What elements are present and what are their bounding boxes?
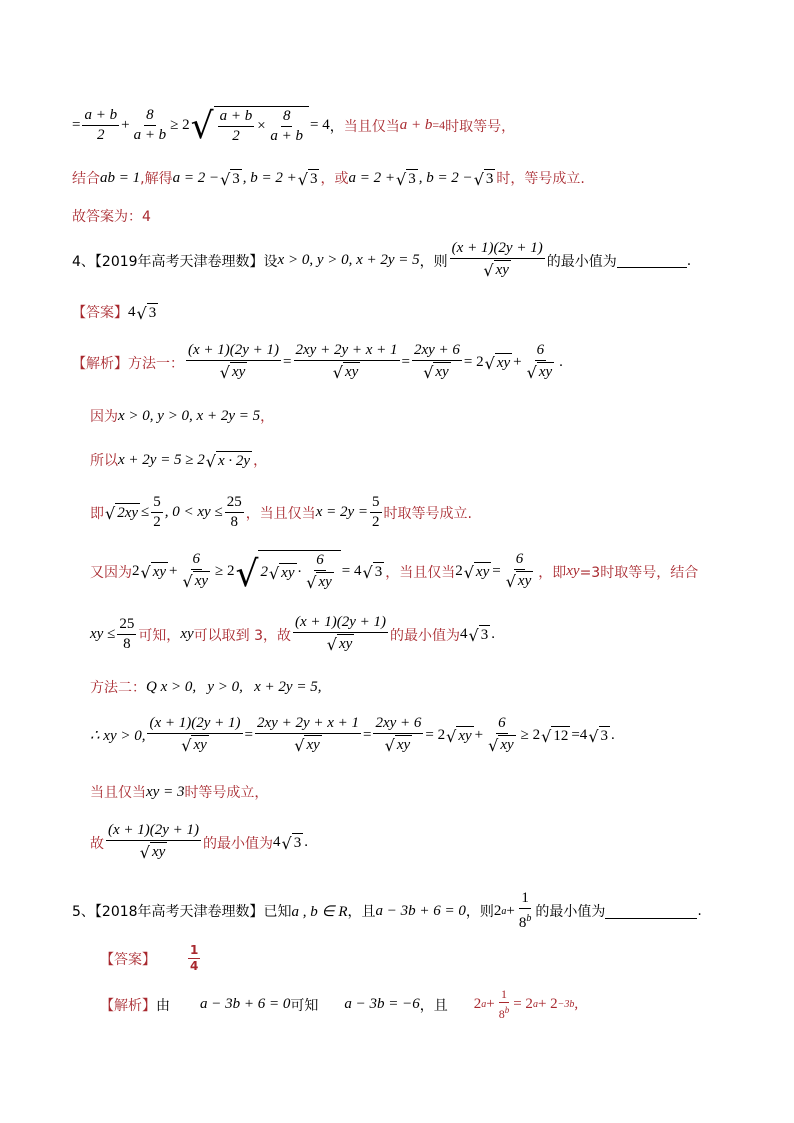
square-root [446, 726, 474, 745]
numerator: 8 [281, 108, 293, 127]
radical-sign: √ [332, 363, 343, 382]
solution-step-4 [90, 494, 472, 531]
math-text: + [474, 727, 484, 743]
text: 方法二： [90, 680, 146, 696]
numerator: a + b [82, 107, 119, 126]
math-text: x + 2y = 5 ≥ 2 [118, 451, 205, 468]
numerator: 6 [314, 552, 326, 571]
text: ，或 [320, 171, 349, 187]
radicand: 3 [485, 170, 494, 187]
math-text: = 2 [463, 354, 484, 370]
radical-sign: √ [468, 626, 479, 645]
math-text: = 2 [513, 996, 533, 1012]
denominator: 2 [232, 128, 240, 144]
radicand: xy [500, 737, 514, 753]
numerator: 6 [191, 551, 203, 570]
text: 故 [90, 835, 104, 852]
denominator: 2 [97, 127, 105, 143]
numerator: 5 [370, 494, 382, 513]
radical-sign: √ [483, 261, 494, 280]
text: ， [253, 453, 268, 469]
fraction [82, 107, 119, 144]
analysis-tag: 【解析】 [100, 997, 156, 1014]
radical-sign: √ [139, 843, 150, 862]
square-root [485, 353, 513, 372]
math-text: = [72, 117, 81, 133]
square-root [474, 169, 496, 188]
radicand: 3 [309, 170, 318, 187]
math-text: . [559, 354, 563, 370]
math-text: −3b [557, 999, 575, 1010]
math-text: = [363, 727, 372, 743]
radicand: xy [517, 573, 532, 589]
square-root [506, 571, 534, 590]
text: ， [260, 409, 275, 425]
text: 由 [156, 997, 170, 1014]
math-text: a − 3b + 6 = 0 [200, 996, 291, 1012]
denominator: 8 [230, 514, 238, 530]
math-text: 2 [473, 996, 482, 1012]
fraction [132, 107, 169, 144]
numerator: (x + 1)(2y + 1) [293, 614, 388, 633]
radical-sign: √ [326, 635, 337, 654]
math-text: × [256, 118, 267, 134]
fraction [186, 342, 281, 383]
text: 当且仅当 [90, 785, 146, 801]
text: 时取等号成立. [383, 505, 472, 522]
math-text: a = 2 + [348, 169, 395, 186]
math-text: = 2 [425, 727, 446, 743]
question-header: 4、【2019年高考天津卷理数】设 [72, 253, 278, 270]
radicand: 3 [408, 170, 416, 187]
numerator: 5 [151, 494, 163, 513]
text: 时取等号， [445, 118, 516, 135]
fraction [497, 988, 512, 1021]
text: . [697, 903, 702, 919]
solution-line-2 [72, 168, 585, 188]
square-root [327, 634, 355, 653]
math-text: , b = 2 − [418, 169, 473, 186]
fraction [106, 822, 201, 863]
radicand: xy [281, 565, 295, 581]
fraction [180, 551, 214, 592]
solution-4-method-1 [72, 342, 563, 383]
solution-5 [100, 988, 578, 1021]
numerator: 2xy + 6 [373, 715, 423, 734]
math-text: Q x > 0, y > 0, x + 2y = 5, [146, 678, 322, 695]
text: ，当且仅当 [385, 564, 456, 581]
question-4 [72, 240, 691, 281]
text: 因为 [90, 409, 118, 425]
denominator: 2 [372, 514, 380, 530]
fraction [268, 108, 305, 145]
math-text: 2 [132, 563, 140, 579]
radical-sign: √ [484, 354, 495, 373]
radicand: 12 [553, 728, 569, 744]
text: 又因为 [90, 564, 132, 581]
math-text: , 0 < xy ≤ [164, 504, 223, 520]
fraction [151, 494, 163, 531]
fraction [294, 342, 400, 383]
text: 可知 [290, 997, 319, 1014]
text: 的最小值为 [203, 835, 274, 852]
radicand: xy [151, 844, 166, 860]
text: 故答案为：4 [72, 209, 151, 225]
radical-sign: √ [446, 727, 457, 746]
numerator: a + b [218, 108, 255, 127]
radicand: 3 [480, 627, 489, 643]
denominator: 4 [190, 959, 199, 973]
text: ，即 [538, 564, 567, 581]
square-root [469, 625, 491, 644]
radical-sign: √ [281, 834, 292, 853]
text: ,解得 [140, 171, 173, 187]
square-root [588, 726, 610, 745]
numerator: 25 [117, 616, 136, 635]
question-5 [72, 890, 702, 932]
fraction [517, 890, 534, 932]
answer-5 [100, 944, 202, 973]
numerator: (x + 1)(2y + 1) [186, 342, 281, 361]
math-text: 4 [273, 834, 281, 850]
radical-sign: √ [588, 727, 599, 746]
solution-step-9 [90, 782, 268, 802]
numerator: (x + 1)(2y + 1) [106, 822, 201, 841]
math-text: xy [180, 626, 194, 642]
square-root [396, 169, 418, 188]
text: 的最小值为 [546, 253, 617, 270]
math-text: a − 3b = −6 [344, 996, 420, 1012]
math-text: =4 [571, 727, 588, 743]
square-root [541, 726, 570, 745]
square-root [423, 362, 451, 381]
radicand: 3 [600, 728, 609, 744]
numerator: 2xy + 2y + x + 1 [255, 715, 361, 734]
answer-summary [72, 206, 151, 226]
square-root [141, 562, 169, 581]
square-root [191, 106, 309, 145]
radicand: xy [475, 564, 490, 580]
text: . [686, 252, 692, 269]
solution-step-7 [90, 677, 321, 697]
math-text: 4 [128, 303, 136, 320]
math-text: + [486, 996, 495, 1012]
square-root [333, 362, 361, 381]
text: 的最小值为 [535, 904, 606, 920]
square-root [306, 572, 334, 591]
math-text: , b = 2 + [242, 169, 297, 186]
radical-sign: √ [395, 169, 407, 189]
text: ，则 [419, 253, 448, 270]
fraction [218, 108, 255, 145]
analysis-tag: 【解析】 [72, 355, 128, 372]
square-root [527, 362, 555, 381]
math-text: + [121, 117, 130, 133]
denominator: 2 [153, 514, 161, 530]
text: =3时取等号，结合 [579, 564, 699, 581]
text: ， [329, 118, 344, 135]
solution-step-10 [90, 822, 308, 863]
numerator: 1 [190, 943, 199, 957]
radicand: xy [338, 636, 353, 652]
radicand: 3 [293, 835, 302, 851]
square-root [140, 842, 168, 861]
math-text: ≥ 2 [520, 727, 541, 743]
square-root [181, 735, 209, 754]
text: 方法一： [128, 355, 184, 372]
square-root [483, 260, 511, 279]
fraction [370, 494, 382, 531]
radicand: xy [306, 737, 320, 753]
answer-blank [617, 253, 687, 268]
text: ，则 [465, 904, 494, 920]
radical-sign: √ [219, 363, 230, 382]
math-text: x = 2y = [315, 504, 368, 520]
solution-line-1 [72, 106, 515, 145]
radical-sign: √ [294, 736, 305, 755]
square-root [464, 562, 492, 581]
solution-step-5 [90, 550, 698, 593]
radicand: xy [458, 728, 472, 744]
fraction [373, 715, 423, 756]
text: ，且 [347, 904, 376, 920]
solution-step-2 [90, 406, 274, 426]
math-text: =4 [432, 118, 446, 132]
text: 即 [90, 505, 104, 522]
square-root [294, 735, 322, 754]
square-root [105, 503, 140, 522]
fraction [450, 240, 545, 281]
numerator: 1 [500, 987, 507, 1001]
math-text: 2 [260, 564, 268, 580]
math-text: 4 [460, 626, 468, 642]
math-text: x > 0, y > 0, x + 2y = 5 [277, 252, 420, 268]
fraction [293, 614, 388, 655]
square-root [220, 169, 242, 188]
fraction [188, 944, 200, 973]
fraction [147, 715, 242, 756]
radicand: xy [396, 737, 411, 753]
fraction [303, 552, 337, 593]
numerator: 8 [144, 107, 156, 126]
radicand: xy [495, 262, 509, 278]
square-root [298, 169, 320, 188]
radical-sign: √ [541, 727, 552, 746]
radical-sign: √ [423, 363, 434, 382]
radicand: xy [318, 574, 332, 590]
fraction [255, 715, 361, 756]
fraction [412, 342, 462, 383]
math-text: + [513, 354, 522, 370]
radicand: 3 [148, 304, 157, 321]
text: 所以 [90, 453, 118, 469]
text: 时等号成立， [184, 785, 269, 801]
square-root [363, 562, 385, 581]
fraction [225, 494, 244, 531]
numerator: 2xy + 2y + x + 1 [294, 342, 400, 361]
text: ，当且仅当 [245, 505, 316, 522]
math-text: + [169, 563, 178, 579]
math-text: + 2 [537, 996, 558, 1012]
radicand: xy [496, 355, 511, 371]
math-text: = 4 [310, 117, 330, 133]
math-text: a [481, 999, 487, 1010]
answer-4 [72, 302, 159, 322]
square-root [385, 735, 413, 754]
denominator: a + b [270, 128, 303, 144]
text: 当且仅当 [343, 118, 400, 135]
text: 时，等号成立. [496, 171, 585, 187]
radical-sign: √ [526, 363, 537, 382]
math-text: = [244, 727, 253, 743]
math-text: + [506, 902, 515, 919]
radicand: xy [231, 364, 246, 380]
radical-sign: √ [140, 563, 151, 582]
math-text: xy [566, 563, 580, 579]
radicand: 3 [374, 564, 383, 580]
square-root [269, 563, 297, 582]
radicand: xy [152, 564, 167, 580]
solution-step-3 [90, 450, 267, 470]
denominator: a + b [133, 127, 167, 143]
square-root [488, 735, 516, 754]
square-root [206, 451, 252, 470]
text: 可知， [138, 627, 181, 644]
text: 可以取到 3，故 [193, 627, 291, 644]
solution-step-8 [90, 715, 615, 756]
math-text: = [401, 354, 410, 370]
square-root [220, 362, 248, 381]
math-text: ∴ xy > 0, [90, 728, 146, 744]
math-text: 8 [498, 1007, 505, 1021]
math-text: a − 3b + 6 = 0 [375, 902, 466, 919]
numerator: 6 [535, 342, 547, 361]
radical-sign: √ [268, 564, 280, 583]
text: 结合 [72, 171, 100, 187]
radicand: 2xy [117, 505, 139, 521]
math-text: . [611, 727, 615, 743]
radical-sign: √ [297, 169, 308, 189]
fraction [485, 715, 519, 756]
radical-sign: √ [505, 572, 516, 591]
square-root [137, 303, 159, 322]
radicand: xy [193, 737, 207, 753]
text: 的最小值为 [390, 627, 461, 644]
radical-sign: √ [463, 563, 474, 582]
math-text: xy = 3 [146, 783, 185, 800]
math-text: b [504, 1005, 510, 1015]
math-text: = 4 [341, 563, 362, 579]
radical-sign: √ [220, 169, 231, 189]
radical-sign: √ [362, 563, 373, 582]
fraction [503, 551, 537, 592]
math-text: a [532, 999, 538, 1010]
radical-sign: √ [306, 573, 317, 592]
radical-sign: √ [182, 572, 193, 591]
radicand: xy [344, 364, 359, 380]
math-text: 2 [455, 563, 463, 579]
radical-sign: √ [190, 106, 214, 147]
math-text: · [297, 564, 302, 580]
radical-sign: √ [136, 303, 147, 323]
radicand: x · 2y [218, 452, 251, 469]
fraction [524, 342, 558, 383]
radicand: xy [194, 573, 209, 589]
radical-sign: √ [105, 504, 116, 523]
answer-blank [605, 904, 697, 919]
radical-sign: √ [488, 736, 499, 755]
numerator: 6 [496, 715, 508, 734]
answer-tag: 【答案】 [100, 951, 156, 968]
fraction [117, 616, 136, 653]
math-text: = [283, 354, 292, 370]
square-root [282, 833, 304, 852]
radicand: xy [435, 364, 449, 380]
radicand: 3 [232, 170, 240, 187]
math-text: , [574, 996, 579, 1012]
solution-step-6 [90, 614, 495, 655]
radical-sign: √ [384, 736, 395, 755]
math-text: b [526, 913, 532, 924]
math-text: xy ≤ [90, 626, 116, 642]
square-root [236, 550, 341, 593]
radicand: xy [538, 364, 553, 380]
radical-sign: √ [205, 451, 216, 471]
numerator: 1 [519, 890, 531, 909]
math-text: x > 0, y > 0, x + 2y = 5 [118, 407, 261, 424]
math-text: = [492, 563, 501, 579]
math-text: a , b ∈ R [291, 903, 348, 920]
math-text: ab = 1 [100, 169, 141, 186]
answer-tag: 【答案】 [72, 305, 128, 321]
math-text: a + b [399, 117, 433, 133]
math-text: a [501, 905, 507, 917]
radical-sign: √ [235, 554, 259, 595]
math-text: ≤ [141, 504, 150, 520]
math-text: a = 2 − [172, 169, 220, 186]
math-text: 2 [493, 902, 502, 919]
denominator: 8 [123, 636, 131, 652]
radical-sign: √ [473, 169, 484, 189]
math-text: 8 [518, 915, 527, 931]
text: ，且 [419, 997, 448, 1014]
math-text: . [491, 626, 495, 642]
math-text: ≥ 2 [215, 563, 235, 579]
numerator: 2xy + 6 [412, 342, 462, 361]
math-text: ≥ 2 [170, 117, 190, 133]
square-root [183, 571, 211, 590]
numerator: (x + 1)(2y + 1) [147, 715, 242, 734]
radical-sign: √ [181, 736, 192, 755]
numerator: (x + 1)(2y + 1) [450, 240, 545, 259]
numerator: 6 [514, 551, 526, 570]
math-text: . [304, 834, 308, 850]
numerator: 25 [225, 494, 244, 513]
question-header: 5、【2018年高考天津卷理数】已知 [72, 904, 292, 920]
